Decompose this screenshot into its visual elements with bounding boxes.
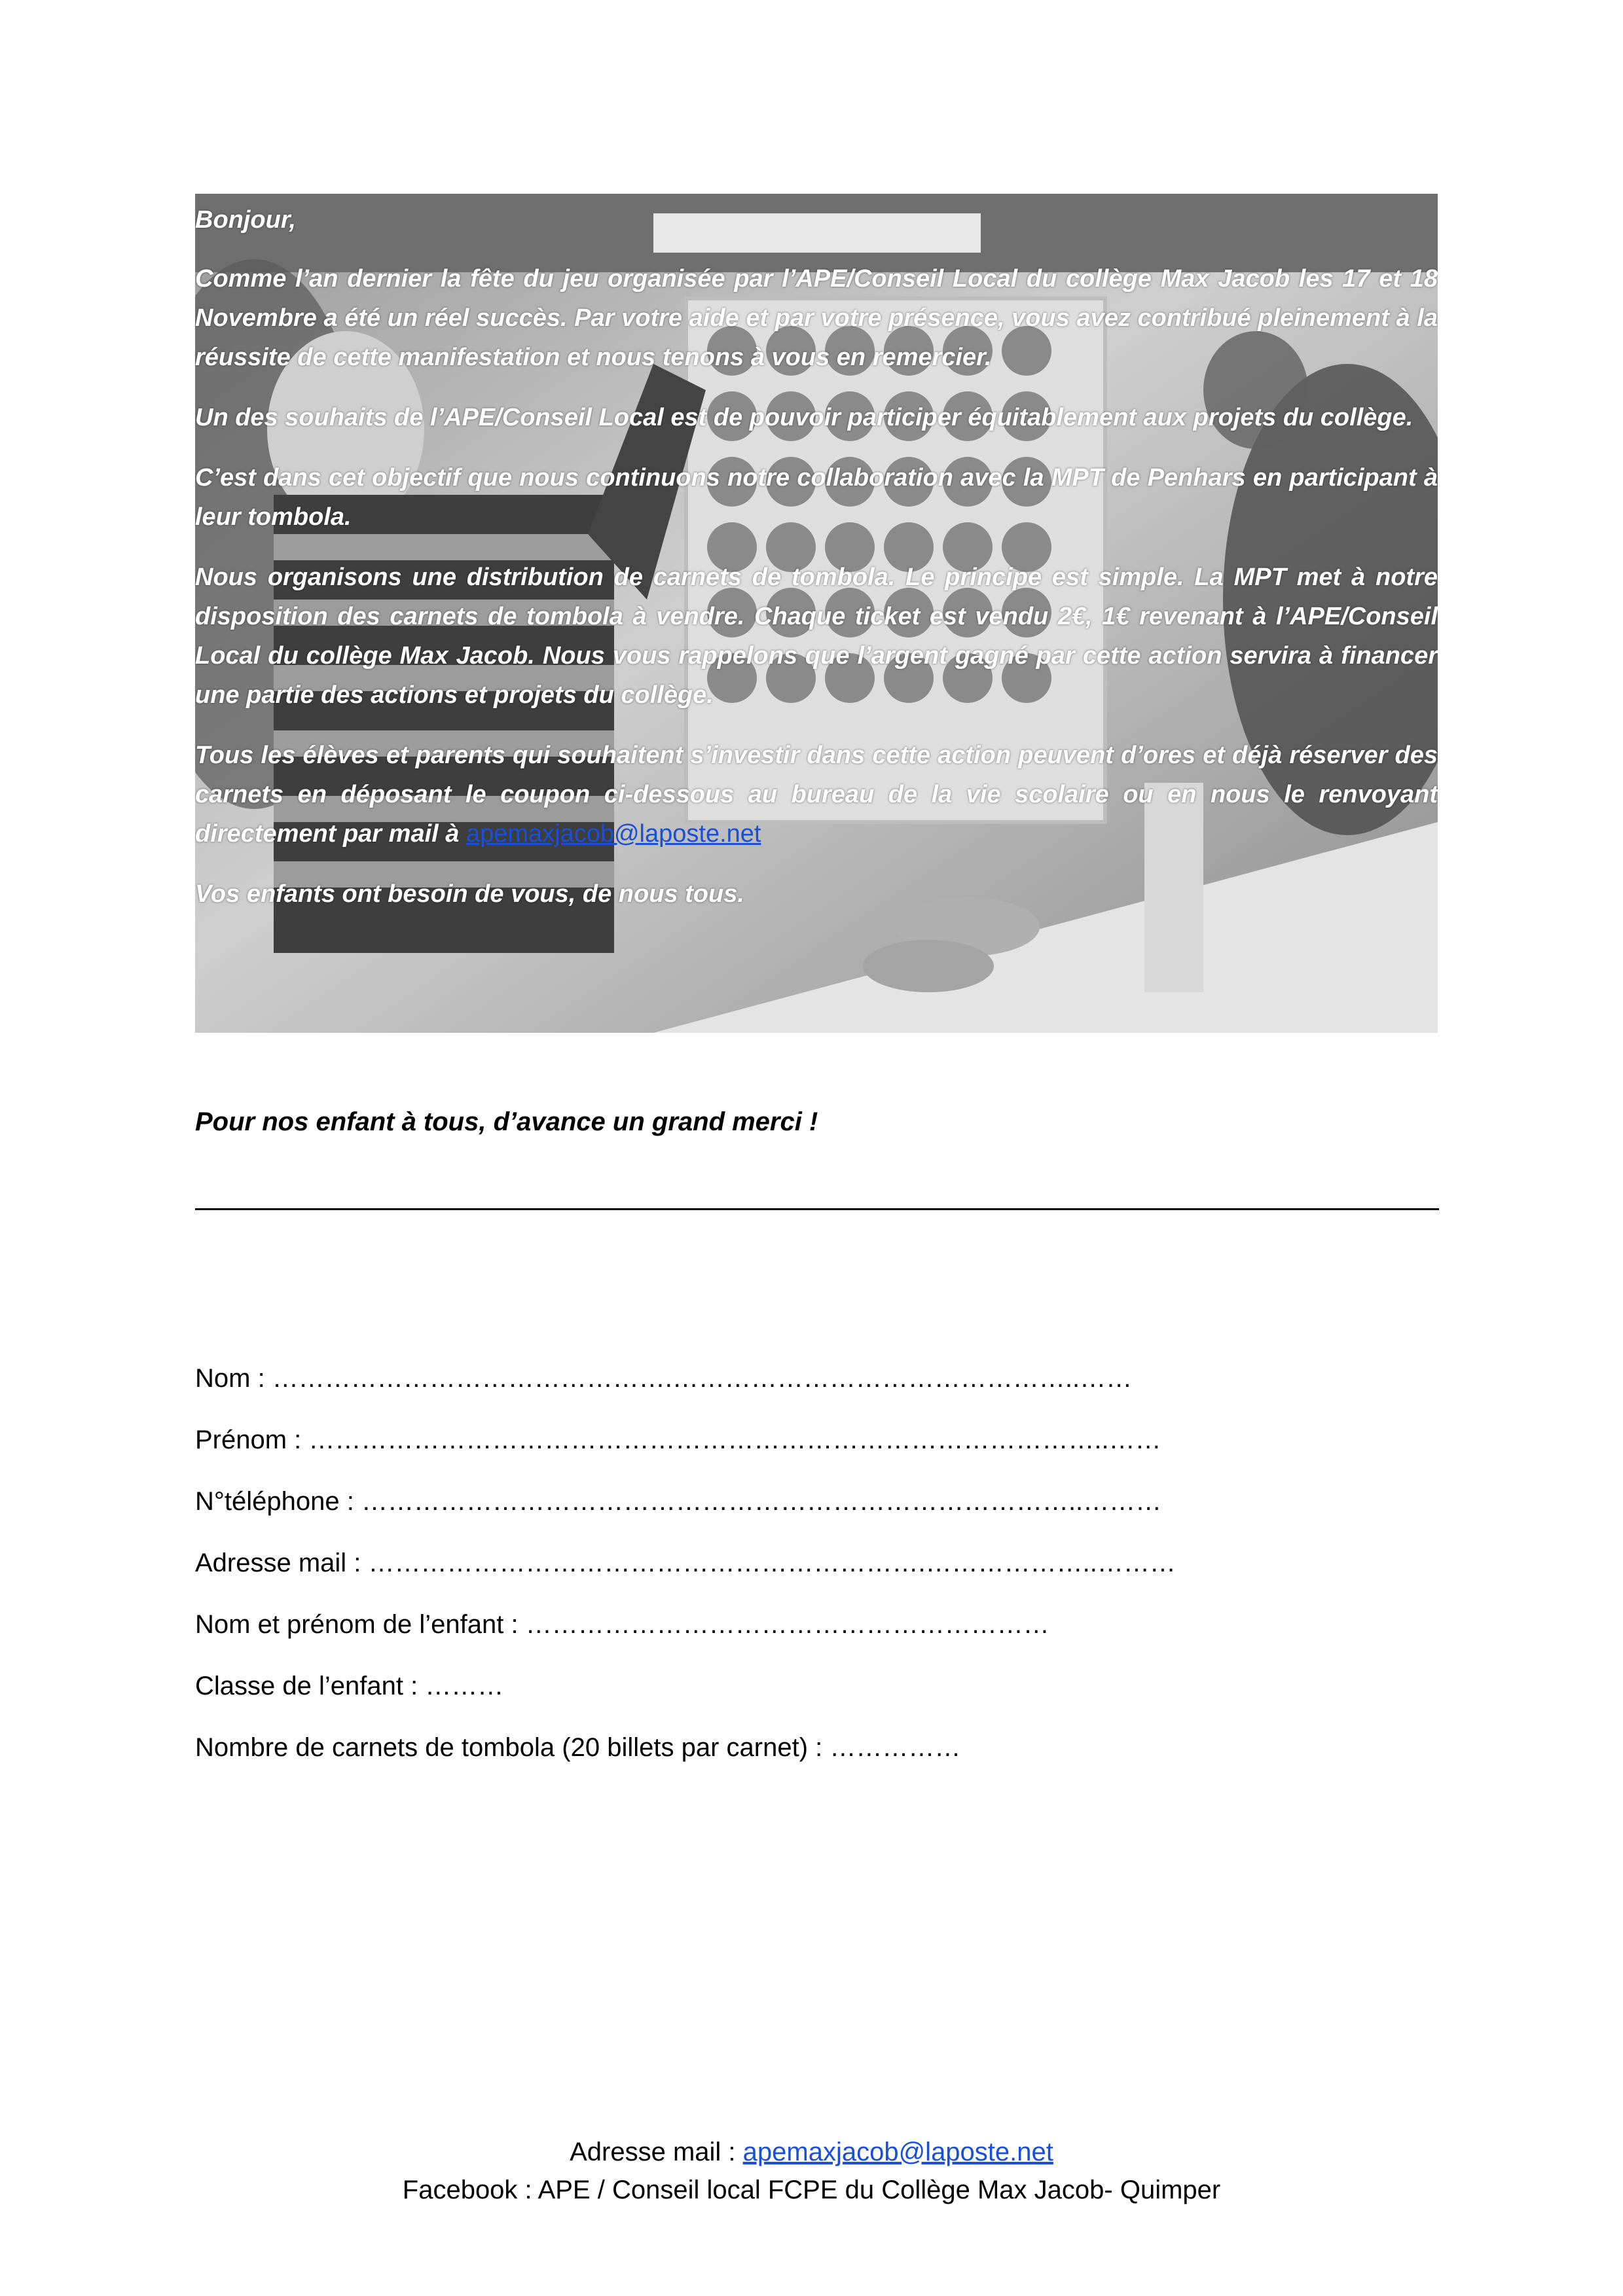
paragraph-investir bbox=[195, 736, 1438, 853]
footer-mail bbox=[0, 2138, 1623, 2167]
paragraph-closing: Vos enfants ont besoin de vous, de nous tous. bbox=[195, 880, 744, 908]
field-nombre-carnets[interactable]: Nombre de carnets de tombola (20 billets par carnet) : …………… bbox=[195, 1733, 961, 1762]
reservation-coupon bbox=[195, 1359, 1176, 1789]
field-nom[interactable]: Nom : ……………………………………….………………………………………..…… bbox=[195, 1364, 1133, 1393]
paragraph-fete: Comme l’an dernier la fête du jeu organisée par l’APE/Conseil Local du collège Max Jacob les 17 et 18 Novembre a été un réel succès. Par votre aide et par votre présence, vous avez contribué pleinement à la réussite de cette manifestation et nous tenons à vous en remercier. bbox=[195, 265, 1438, 371]
paragraph-collaboration: C’est dans cet objectif que nous continuons notre collaboration avec la MPT de Penhars en participant à leur tombola. bbox=[195, 464, 1438, 531]
letter-body bbox=[195, 200, 1438, 935]
paragraph-souhaits: Un des souhaits de l’APE/Conseil Local est de pouvoir participer équitablement aux projets du collège. bbox=[195, 404, 1413, 431]
greeting: Bonjour, bbox=[195, 206, 297, 234]
cut-line-divider bbox=[195, 1208, 1439, 1210]
background-photo bbox=[195, 194, 1438, 1033]
investir-text: Tous les élèves et parents qui souhaitent s’investir dans cette action peuvent d’ores et déjà réserver des carnets en déposant le coupon ci-dessous au bureau de la vie scolaire ou en nous le renvoyant directement par mail à bbox=[195, 742, 1438, 848]
field-prenom[interactable]: Prénom : ………………………………………………………………………………..…… bbox=[195, 1426, 1161, 1454]
footer-facebook: Facebook : APE / Conseil local FCPE du Collège Max Jacob- Quimper bbox=[402, 2176, 1221, 2204]
field-telephone[interactable]: N°téléphone : ………………………………………………………………………..……… bbox=[195, 1487, 1162, 1516]
email-link[interactable]: apemaxjacob@laposte.net bbox=[465, 820, 761, 848]
field-nom-enfant[interactable]: Nom et prénom de l’enfant : …………………………………………………… bbox=[195, 1610, 1049, 1639]
footer-email-link[interactable]: apemaxjacob@laposte.net bbox=[742, 2138, 1053, 2166]
paragraph-distribution: Nous organisons une distribution de carnets de tombola. Le principe est simple. La MPT met à notre disposition des carnets de tombola à vendre. Chaque ticket est vendu 2€, 1€ revenant à l’APE/Conseil Local du collège Max Jacob. Nous vous rappelons que l’argent gagné par cette action servira à financer une partie des actions et projets du collège. bbox=[195, 564, 1438, 709]
field-classe[interactable]: Classe de l’enfant : ……… bbox=[195, 1672, 504, 1700]
thanks-line: Pour nos enfant à tous, d’avance un grand merci ! bbox=[195, 1107, 818, 1136]
field-adresse-mail[interactable]: Adresse mail : ……………………………………………………….………………..……… bbox=[195, 1549, 1176, 1577]
footer-mail-label: Adresse mail : bbox=[570, 2138, 743, 2166]
